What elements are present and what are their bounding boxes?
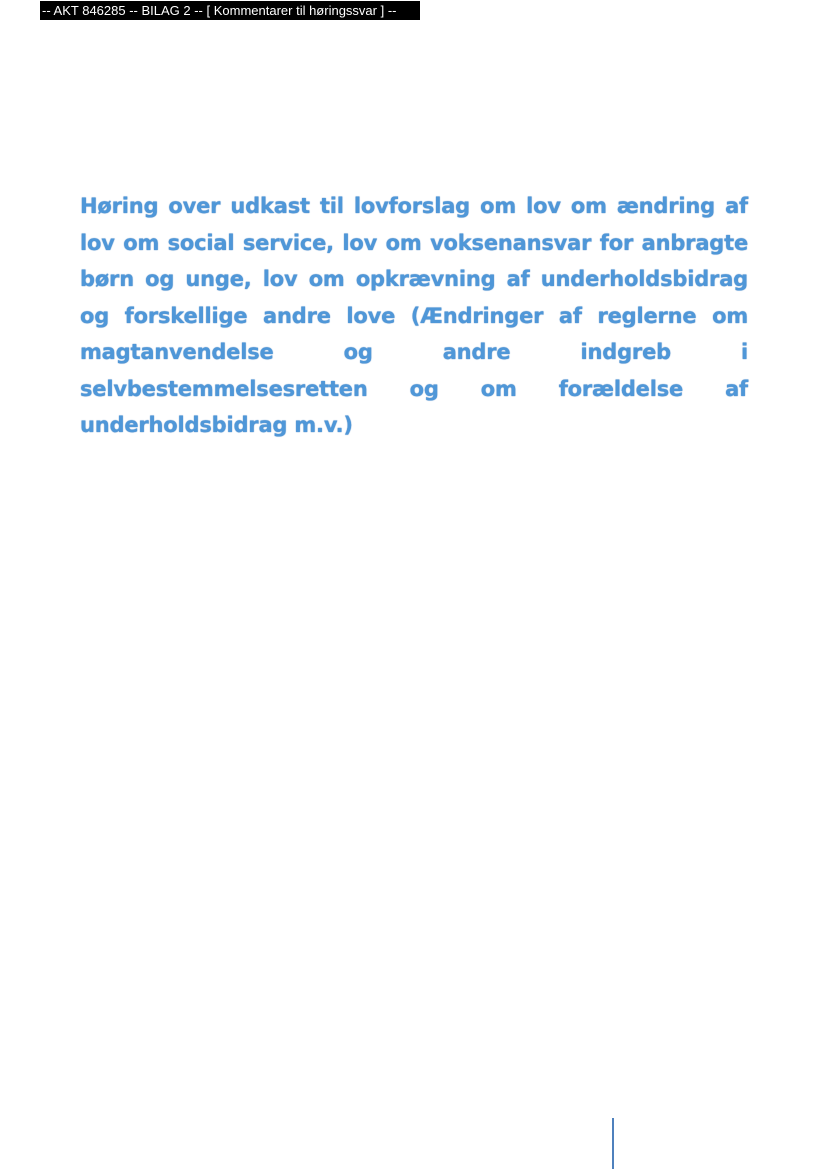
document-title: Høring over udkast til lovforslag om lov om ændring af lov om social service, lov om voksenansvar for anbragte børn og unge, lov om opkrævning af underholdsbidrag og forskellige andre love (Ændringer af reglerne om magtanvendelse og andre indgreb i selvbestemmelsesretten og om forældelse af underholdsbidrag m.v.) bbox=[80, 194, 748, 437]
document-stamp: -- AKT 846285 -- BILAG 2 -- [ Kommentarer til høringssvar ] -- bbox=[40, 1, 420, 20]
footer-divider bbox=[612, 1118, 614, 1169]
